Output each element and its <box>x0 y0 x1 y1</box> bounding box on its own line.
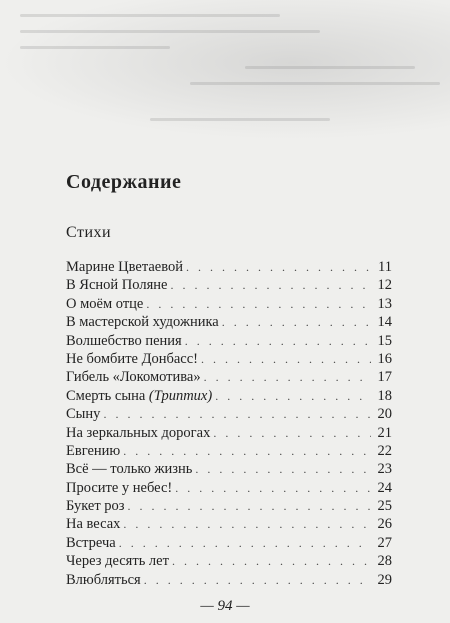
toc-entry-title: Волшебство пения <box>66 332 182 349</box>
toc-leader-dots <box>201 350 371 368</box>
toc-entry <box>66 276 392 294</box>
toc-entry <box>66 387 392 405</box>
toc-entry <box>66 424 392 442</box>
toc-leader-dots <box>123 515 371 533</box>
toc-leader-dots <box>103 405 371 423</box>
toc-entry <box>66 552 392 570</box>
toc-entry-title: В Ясной Поляне <box>66 277 168 294</box>
toc-entry-title: Просите у небес! <box>66 479 173 496</box>
show-through-text <box>0 0 450 140</box>
toc-entry-page: 11 <box>378 259 392 275</box>
section-title: Стихи <box>66 224 112 241</box>
toc-leader-dots <box>186 258 371 276</box>
toc-entry-title: Евгению <box>66 442 121 459</box>
toc-entry <box>66 534 392 552</box>
toc-entry-title: Через десять лет <box>66 553 169 570</box>
toc-entry-page: 16 <box>377 350 392 367</box>
toc-leader-dots <box>185 332 371 350</box>
toc-entry <box>66 571 392 589</box>
toc-entry-title <box>66 387 212 405</box>
table-of-contents <box>66 258 392 589</box>
toc-entry <box>66 332 392 350</box>
toc-entry <box>66 497 392 515</box>
page-title: Содержание <box>66 171 182 193</box>
toc-leader-dots <box>123 442 371 460</box>
toc-leader-dots <box>128 497 371 515</box>
toc-leader-dots <box>195 460 371 478</box>
toc-entry-title: Всё — только жизнь <box>66 461 193 478</box>
toc-entry-page: 15 <box>377 332 392 349</box>
toc-entry-page: 17 <box>377 369 392 386</box>
toc-entry <box>66 479 392 497</box>
toc-leader-dots <box>215 387 371 405</box>
toc-entry <box>66 515 392 533</box>
toc-entry <box>66 350 392 368</box>
toc-entry-page: 28 <box>377 553 392 570</box>
toc-leader-dots <box>175 479 371 497</box>
toc-leader-dots <box>204 368 371 386</box>
toc-entry-title: О моём отце <box>66 295 144 312</box>
toc-entry <box>66 460 392 478</box>
toc-entry-subtitle: (Триптих) <box>148 387 213 404</box>
toc-leader-dots <box>119 534 371 552</box>
toc-entry-title: Букет роз <box>66 498 125 515</box>
toc-entry <box>66 442 392 460</box>
toc-entry <box>66 405 392 423</box>
toc-leader-dots <box>146 295 371 313</box>
toc-leader-dots <box>222 313 371 331</box>
toc-entry-title: Встреча <box>66 534 116 551</box>
toc-entry-page: 14 <box>377 314 392 331</box>
toc-entry-title: Не бомбите Донбасс! <box>66 350 199 367</box>
toc-entry-title: В мастерской художника <box>66 314 219 331</box>
toc-entry-page: 23 <box>377 461 392 478</box>
toc-entry-page: 26 <box>377 516 392 533</box>
toc-entry <box>66 295 392 313</box>
toc-entry-page: 21 <box>377 424 392 441</box>
toc-entry <box>66 258 392 276</box>
page-number: — 94 — <box>200 598 250 614</box>
toc-entry-title-main: Смерть сына <box>66 387 146 404</box>
toc-entry-title: Марине Цветаевой <box>66 259 183 275</box>
toc-entry-page: 22 <box>377 442 392 459</box>
toc-entry-page: 12 <box>377 277 392 294</box>
toc-entry-title: Гибель «Локомотива» <box>66 369 201 386</box>
toc-entry <box>66 313 392 331</box>
toc-entry-page: 18 <box>377 387 392 404</box>
toc-entry-page: 13 <box>377 295 392 312</box>
toc-entry-page: 25 <box>377 498 392 515</box>
toc-entry-page: 29 <box>377 571 392 588</box>
toc-entry-page: 20 <box>377 406 392 423</box>
toc-entry-title: Сыну <box>66 406 101 423</box>
toc-entry-title: Влюбляться <box>66 571 141 588</box>
toc-entry <box>66 368 392 386</box>
toc-leader-dots <box>170 276 371 294</box>
toc-leader-dots <box>144 571 371 589</box>
toc-entry-page: 27 <box>377 534 392 551</box>
toc-entry-title: На зеркальных дорогах <box>66 424 211 441</box>
toc-entry-page: 24 <box>377 479 392 496</box>
toc-leader-dots <box>213 424 371 442</box>
toc-entry-title: На весах <box>66 516 121 533</box>
toc-leader-dots <box>172 552 371 570</box>
